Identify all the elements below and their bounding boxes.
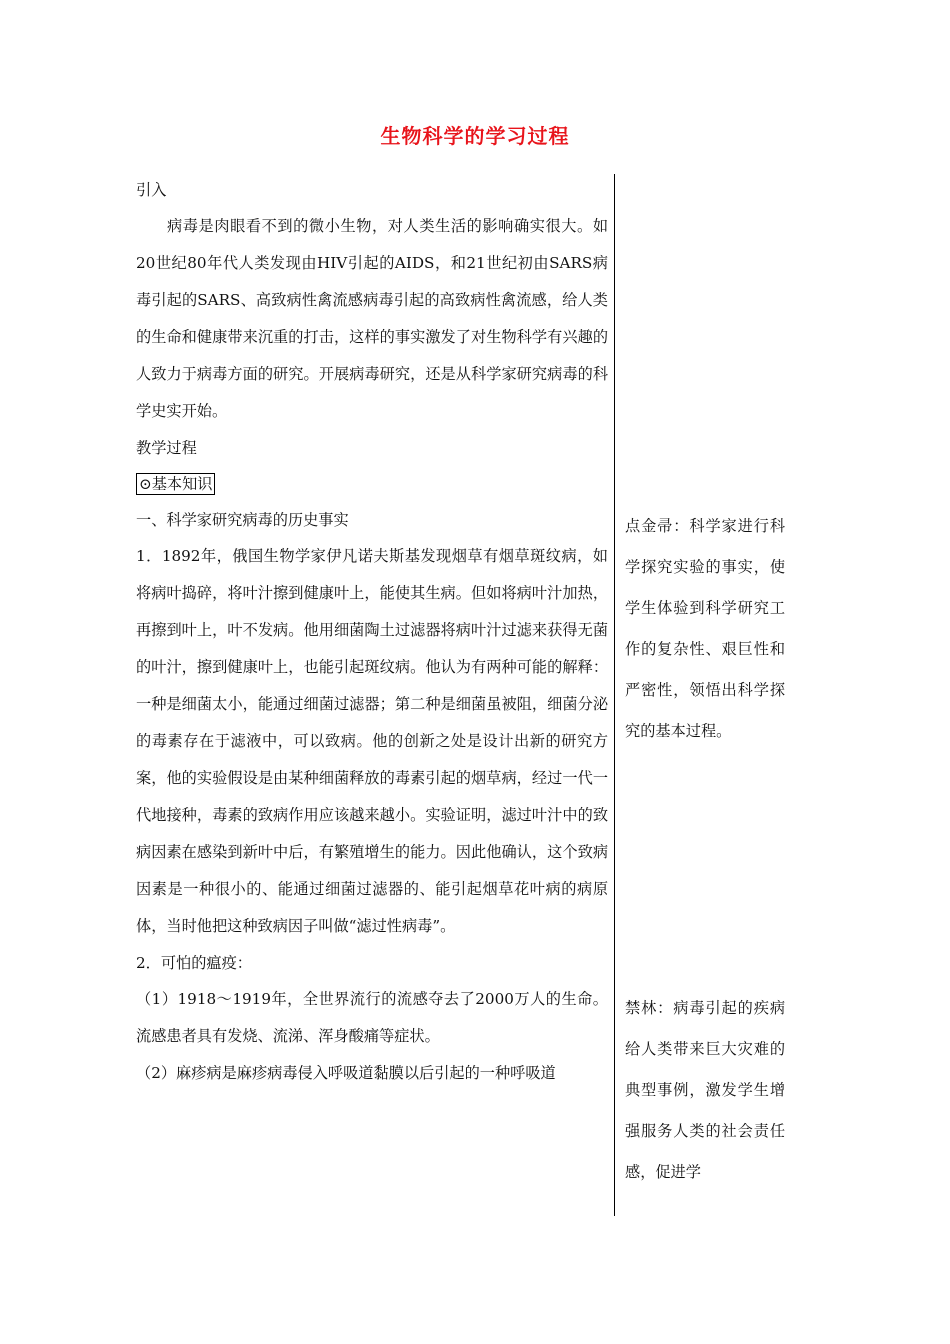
main-column — [136, 172, 608, 1092]
item1-paragraph: 1．1892年，俄国生物学家伊凡诺夫斯基发现烟草有烟草斑纹病，如将病叶捣碎，将叶汁擦到健康叶上，能使其生病。但如将病叶汁加热，再擦到叶上，叶不发病。他用细菌陶土过滤器将病叶汁过滤来获得无菌的叶汁，擦到健康叶上，也能引起斑纹病。他认为有两种可能的解释：一种是细菌太小，能通过细菌过滤器；第二种是细菌虽被阻，细菌分泌的毒素存在于滤液中，可以致病。他的创新之处是设计出新的研究方案，他的实验假设是由某种细菌释放的毒素引起的烟草病，经过一代一代地接种，毒素的致病作用应该越来越小。实验证明，滤过叶汁中的致病因素在感染到新叶中后，有繁殖增生的能力。因此他确认，这个致病因素是一种很小的、能通过细菌过滤器的、能引起烟草花叶病的病原体，当时他把这种致病因子叫做“滤过性病毒”。 — [136, 547, 608, 935]
sub2-paragraph: （2）麻疹病是麻疹病毒侵入呼吸道黏膜以后引起的一种呼吸道 — [136, 1064, 556, 1082]
side-note-2-text: 禁林：病毒引起的疾病给人类带来巨大灾难的典型事例，激发学生增强服务人类的社会责任感，促进学 — [625, 999, 785, 1181]
side-note-2 — [625, 988, 785, 1193]
document-title: 生物科学的学习过程 — [380, 124, 570, 148]
teaching-heading: 教学过程 — [136, 439, 197, 457]
intro-paragraph: 病毒是肉眼看不到的微小生物，对人类生活的影响确实很大。如20世纪80年代人类发现由HIV引起的AIDS，和21世纪初由SARS病毒引起的SARS、高致病性禽流感病毒引起的高致病性禽流感，给人类的生命和健康带来沉重的打击，这样的事实激发了对生物科学有兴趣的人致力于病毒方面的研究。开展病毒研究，还是从科学家研究病毒的科学史实开始。 — [136, 217, 608, 420]
item2-title: 2．可怕的瘟疫： — [136, 954, 252, 972]
column-divider — [614, 174, 615, 1216]
intro-heading: 引入 — [136, 181, 167, 199]
basic-knowledge-label: ⊙基本知识 — [136, 473, 215, 495]
side-note-1-text: 点金帚：科学家进行科学探究实验的事实，使学生体验到科学研究工作的复杂性、艰巨性和严密性，领悟出科学探究的基本过程。 — [625, 517, 785, 740]
section1-title: 一、科学家研究病毒的历史事实 — [136, 511, 349, 529]
sub1-paragraph: （1）1918～1919年，全世界流行的流感夺去了2000万人的生命。流感患者具有发烧、流涕、浑身酸痛等症状。 — [136, 990, 608, 1045]
side-note-1 — [625, 506, 785, 752]
